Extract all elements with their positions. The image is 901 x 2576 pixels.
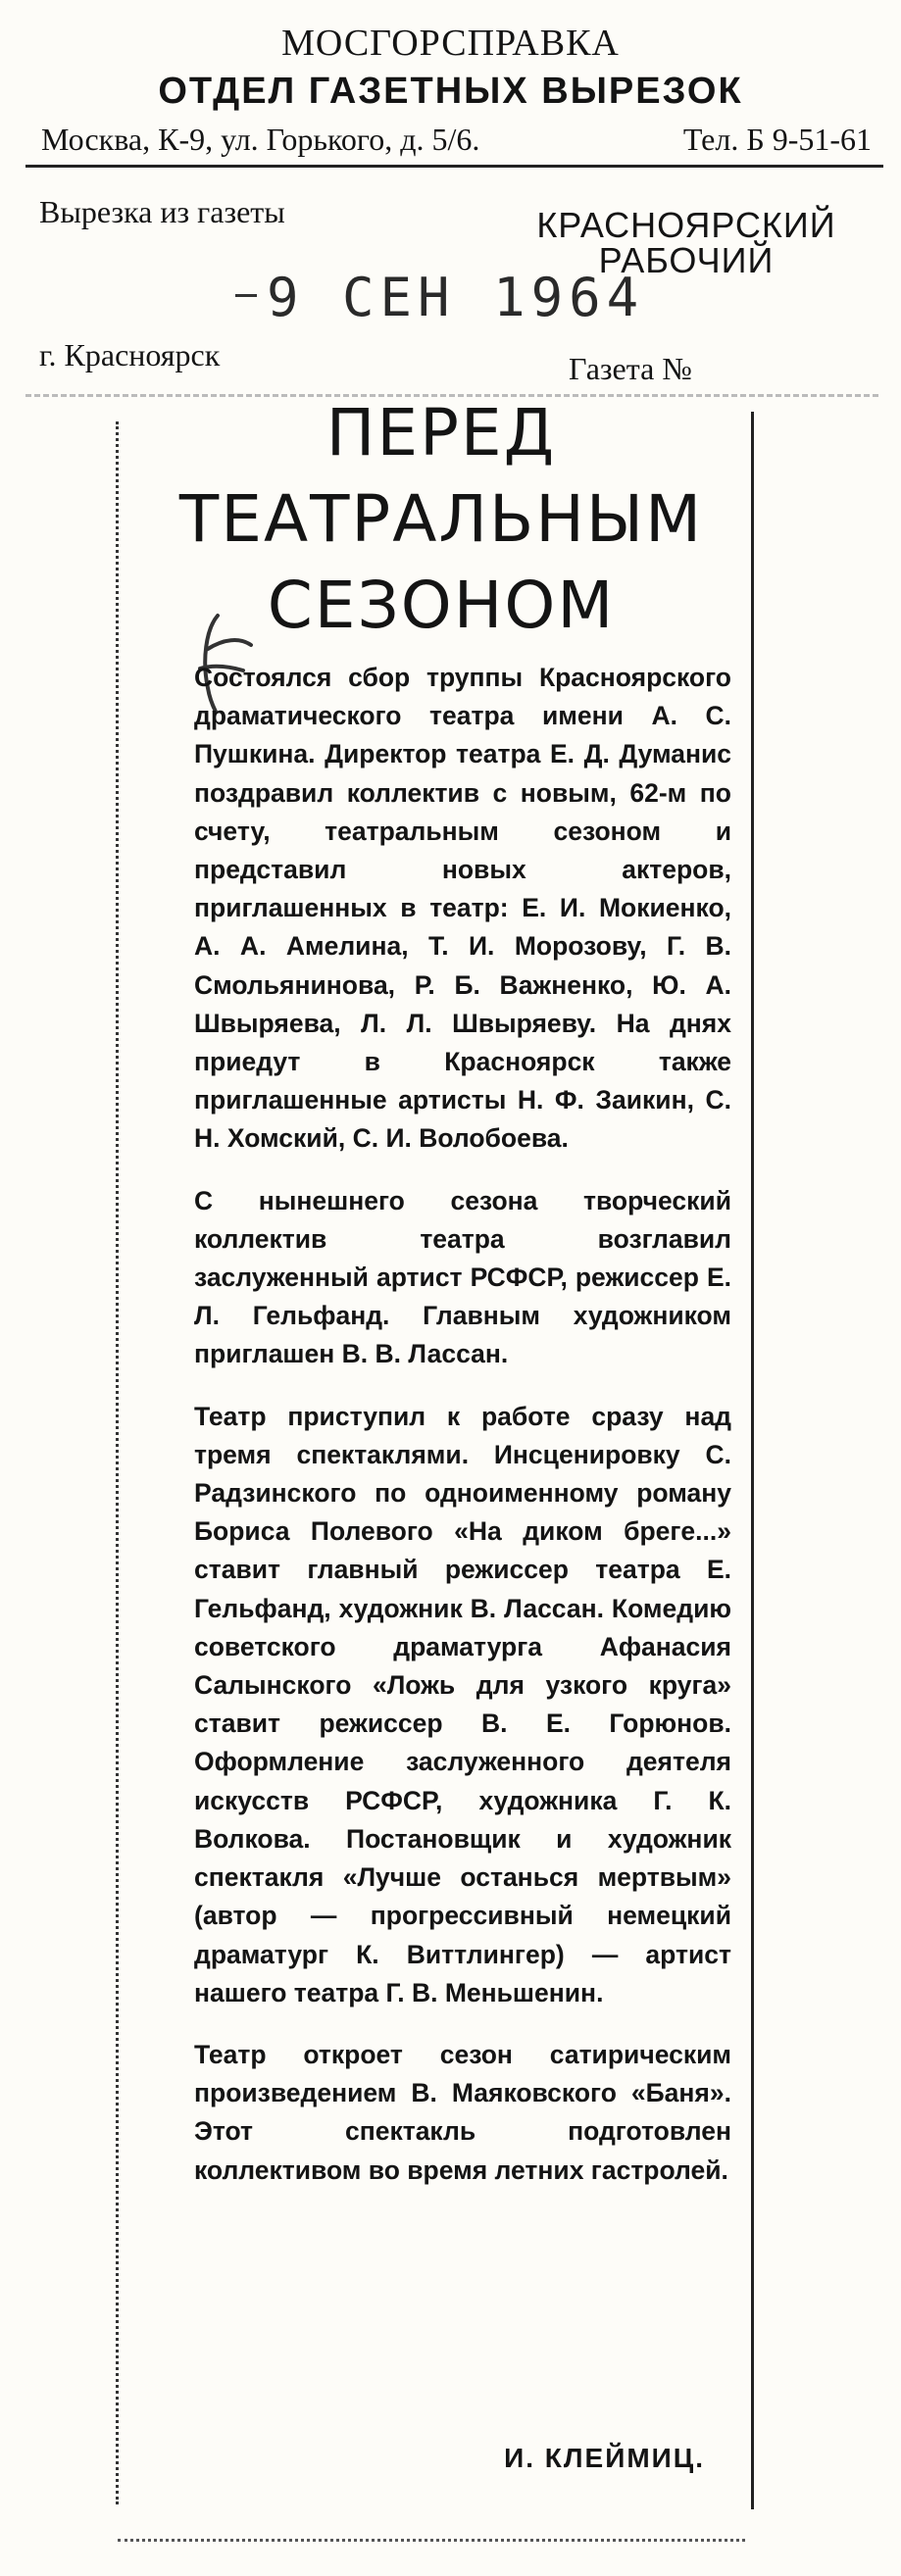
- cut-label: Вырезка из газеты: [39, 194, 285, 229]
- stamp-address: Москва, К-9, ул. Горького, д. 5/6.: [41, 122, 480, 157]
- headline-line-2: ТЕАТРАЛЬНЫМ: [178, 481, 704, 557]
- headline-line-3: СЕЗОНОМ: [267, 568, 616, 643]
- article-paragraph: Состоялся сбор труппы Красноярского драматического театра имени А. С. Пушкина. Директор театра Е. Д. Думанис поздравил коллектив с новым, 62-м по счету, театральным сезоном и представил новых актеров, приглашенных в театр: Е. И. Мокиенко, А. А. Амелина, Т. И. Морозову, Г. В. Смольянинова, Р. Б. Важненко, Ю. А. Швыряева, Л. Л. Швыряеву. На днях приедут в Красноярск также приглашенные артисты Н. Ф. Заикин, С. Н. Хомский, С. И. Волобоева.: [194, 663, 731, 1154]
- newspaper-name-line2: РАБОЧИЙ: [598, 240, 775, 280]
- city-label: г. Красноярск: [39, 337, 221, 372]
- date-stamp: 9 СЕН 1964: [267, 267, 645, 328]
- newspaper-name-line1: КРАСНОЯРСКИЙ: [536, 205, 836, 245]
- article-body: [194, 659, 731, 2213]
- author-signature: И. КЛЕЙМИЦ.: [504, 2443, 705, 2473]
- gazeta-number-label: Газета №: [569, 351, 692, 386]
- article-paragraph: Театр приступил к работе сразу над тремя спектаклями. Инсценировку С. Радзинского по одноименному роману Бориса Полевого «На диком бреге...» ставит главный режиссер театра Е. Гельфанд, художник В. Лассан. Комедию советского драматурга Афанасия Салынского «Ложь для узкого круга» ставит режиссер В. Е. Горюнов. Оформление заслуженного деятеля искусств РСФСР, художника Г. К. Волкова. Постановщик и художник спектакля «Лучше останься мертвым» (автор — прогрессивный немецкий драматург К. Виттлингер) — артист нашего театра Г. В. Меньшенин.: [194, 1401, 731, 2007]
- stamp-phone: Тел. Б 9-51-61: [682, 122, 872, 157]
- headline-line-1: ПЕРЕД: [325, 395, 557, 471]
- article-paragraph: Театр откроет сезон сатирическим произведением В. Маяковского «Баня». Этот спектакль подготовлен коллективом во время летних гастролей.: [194, 2039, 731, 2185]
- header-divider: [25, 165, 883, 168]
- article-left-edge: [116, 421, 119, 2504]
- article-bottom-edge: [118, 2539, 745, 2542]
- stamp-organization: МОСГОРСПРАВКА: [281, 23, 620, 64]
- date-dash-mark: [235, 294, 257, 297]
- stamp-department: ОТДЕЛ ГАЗЕТНЫХ ВЫРЕЗОК: [158, 71, 743, 112]
- article-paragraph: С нынешнего сезона творческий коллектив театра возглавил заслуженный артист РСФСР, режиссер Е. Л. Гельфанд. Главным художником приглашен В. В. Лассан.: [194, 1185, 731, 1369]
